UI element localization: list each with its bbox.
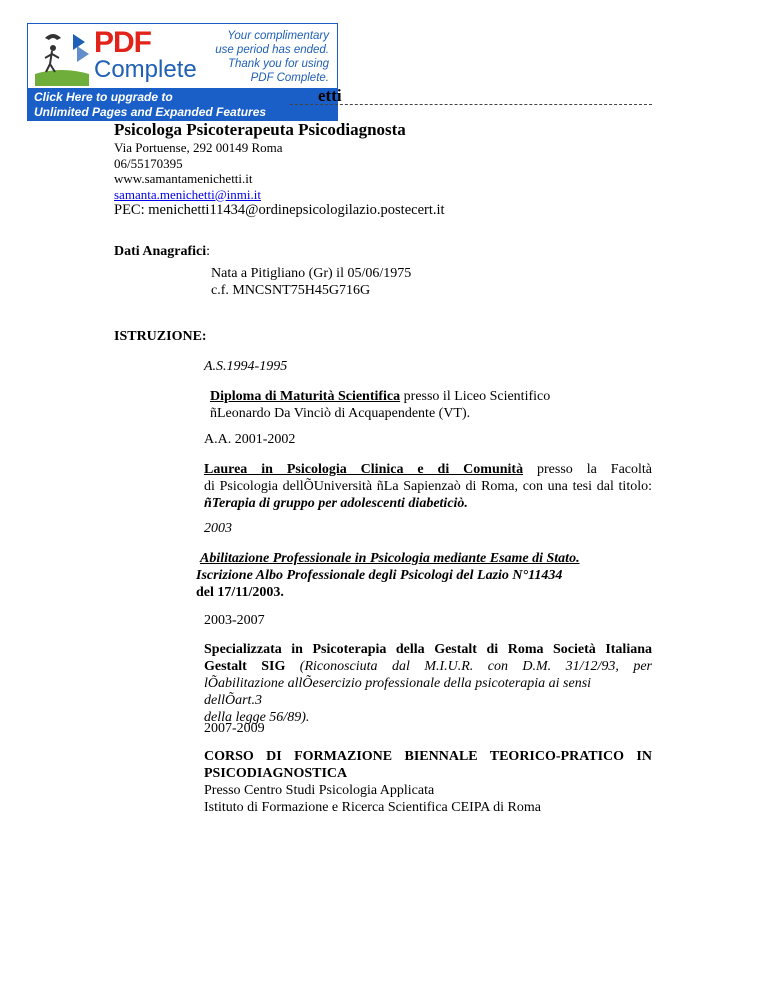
e1-title: Diploma di Maturità Scientifica	[210, 389, 401, 404]
e1-year: A.S.1994-1995	[204, 359, 288, 374]
e5-body: CORSO DI FORMAZIONE BIENNALE TEORICO-PRATICO IN PSICODIAGNOSTICA Presso Centro Studi Psicologia Applicata Istituto di Formazione e Ricerca Scientifica CEIPA di Roma	[204, 749, 652, 815]
upgrade-banner[interactable]	[27, 23, 338, 121]
pdf-complete-logo-icon	[31, 28, 93, 86]
e3-year: 2003	[204, 521, 232, 536]
contact-block	[114, 140, 283, 202]
istruzione-label: ISTRUZIONE:	[114, 329, 207, 344]
e4-year: 2003-2007	[204, 613, 265, 628]
email-link[interactable]: samanta.menichetti@inmi.it	[114, 186, 261, 202]
e4-body: Specializzata in Psicoterapia della Gestalt di Roma Società Italiana Gestalt SIG (Riconosciuta dal M.I.U.R. con D.M. 31/12/93, per lÕabilitazione allÕesercizio professionale della psicoterapia ai sensi dellÕart.3 della legge 56/89).	[204, 642, 653, 725]
e2-title: Laurea in Psicologia Clinica e di Comunità	[204, 462, 524, 477]
e5-year: 2007-2009	[204, 721, 265, 736]
promo-text: Your complimentary use period has ended. Thank you for using PDF Complete.	[215, 30, 329, 84]
address: Via Portuense, 292 00149 Roma	[114, 140, 283, 155]
professional-title: Psicologa Psicoterapeuta Psicodiagnosta	[114, 120, 406, 139]
tax-code: c.f. MNCSNT75H45G716G	[211, 283, 371, 298]
anagrafici-label: Dati Anagrafici:	[114, 244, 211, 259]
anagrafici-details	[211, 265, 411, 299]
phone: 06/55170395	[114, 155, 183, 171]
website: www.samantamenichetti.it	[114, 171, 253, 186]
thesis-title: ñTerapia di gruppo per adolescenti diabeticiò.	[204, 496, 468, 511]
e2-body: Laurea in Psicologia Clinica e di Comunità presso la Facoltà di Psicologia dellÕUniversità ñLa Sapienzaò di Roma, con una tesi dal titolo: ñTerapia di gruppo per adolescenti diabeticiò.	[204, 462, 652, 511]
e3-body: Abilitazione Professionale in Psicologia mediante Esame di Stato. Iscrizione Albo Professionale degli Psicologi del Lazio N°11434 del 17/11/2003.	[196, 551, 580, 600]
complete-wordmark: Complete	[94, 56, 197, 83]
name-heading: etti	[318, 86, 342, 105]
header-divider	[290, 104, 652, 105]
pec-address: PEC: menichetti11434@ordinepsicologilazio.postecert.it	[114, 202, 445, 218]
upgrade-link[interactable]: Click Here to upgrade to Unlimited Pages and Expanded Features	[34, 90, 267, 119]
birth-info: Nata a Pitigliano (Gr) il 05/06/1975	[211, 266, 412, 281]
e1-body: Diploma di Maturità Scientifica presso il Liceo Scientifico ñLeonardo Da Vinciò di Acquapendente (VT).	[210, 389, 551, 421]
pdf-wordmark: PDF	[94, 26, 151, 59]
e2-year: A.A. 2001-2002	[204, 432, 296, 447]
banner-top-panel	[27, 23, 338, 89]
